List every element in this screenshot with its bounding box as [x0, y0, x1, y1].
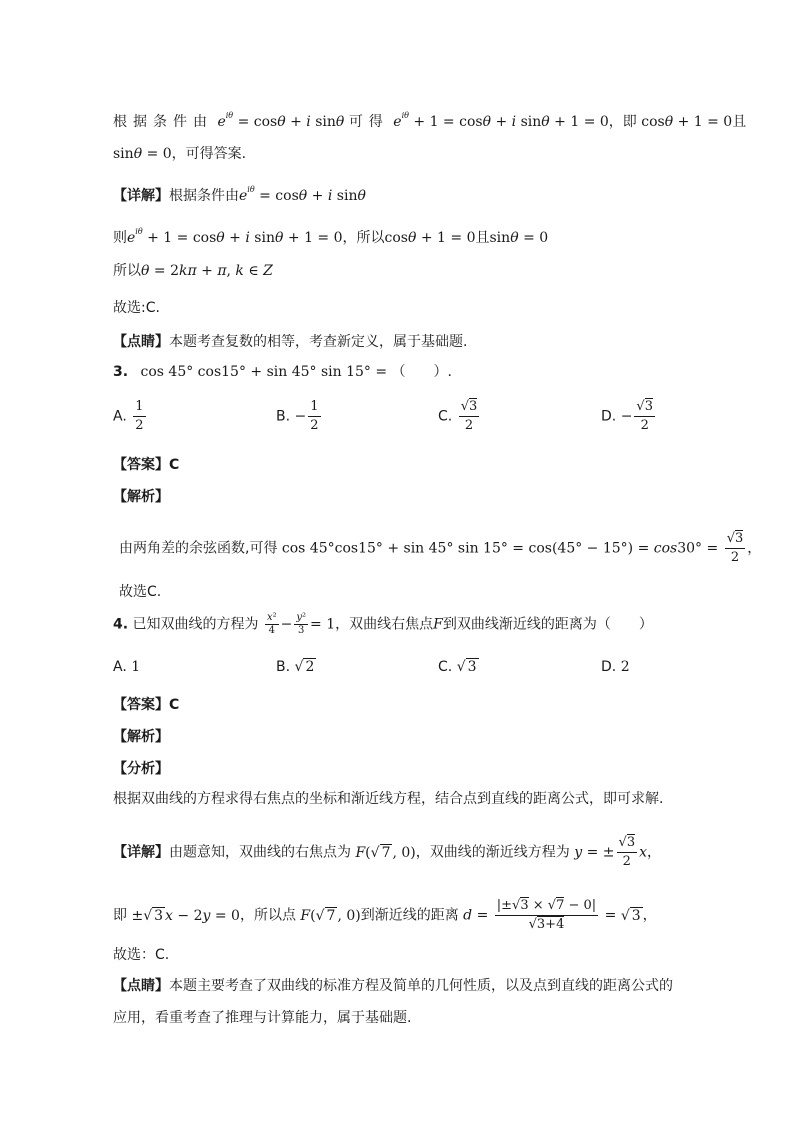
text: 且: [475, 230, 490, 246]
text: 根据双曲线的方程求得右焦点的坐标和渐近线方程，结合点到直线的距离公式，即可求解.: [113, 791, 664, 807]
text-line: [113, 945, 169, 965]
question-4-stem: 4. 已知双曲线的方程为 $\frac{\text{x²}}{4}$ − $\frac{\text{y²}}{3}$ = 1，双曲线右焦点F到双曲线渐近线的距离为（ ）: [113, 612, 653, 636]
text: 由两角差的余弦函数,可得: [119, 540, 278, 557]
formula-fraction: $\frac{\text{x²}}{4}$: [266, 612, 277, 636]
formula: $e^{i\theta} = \cos\theta + i$ sinθ: [217, 111, 345, 130]
option-c: [438, 398, 481, 435]
text: 由题意知，双曲线的右焦点为: [169, 844, 351, 861]
question-number: 3.: [113, 364, 129, 380]
text: ，所以点: [239, 907, 296, 924]
option-d: [601, 659, 630, 675]
option-label: B.: [276, 659, 291, 675]
text: 所以: [113, 263, 141, 279]
formula: ±√ 3 x − 2y = 0: [131, 907, 240, 924]
answer-value: C: [169, 457, 180, 473]
formula: cos 45°cos15° + sin 45° sin 15° = cos(45° − 15°) = cos30° =: [281, 540, 719, 557]
text: 本题主要考查了双曲线的标准方程及简单的几何性质，以及点到直线的距离公式的: [169, 978, 673, 994]
option-value: √ 2: [294, 659, 315, 675]
option-value: $\frac{1}{2}$: [135, 399, 144, 433]
formula: cosθ + 1 = 0: [384, 230, 476, 246]
text: 故选C.: [119, 584, 162, 600]
option-label: D.: [601, 408, 617, 425]
text-line: [113, 180, 366, 206]
text: 到双曲线渐近线的距离为（ ）: [442, 616, 653, 633]
section-tag: 【点睛】: [113, 978, 169, 994]
answer-line: [113, 455, 179, 475]
formula: cosθ + 1 = 0: [641, 114, 733, 130]
option-a: [113, 398, 148, 435]
text: 根据条件由: [169, 188, 239, 204]
option-value: $\frac{√3}{2}$: [636, 399, 653, 433]
formula: $e^{i\theta} + 1 = \cos\theta + i$ sinθ + 1 = 0: [127, 227, 343, 246]
text: 故选:C.: [113, 300, 160, 316]
option-label: B.: [276, 408, 291, 425]
option-label: D.: [601, 659, 617, 675]
formula-fraction: $\frac{√3}{2}$: [726, 531, 744, 565]
text: 即: [113, 907, 127, 924]
formula-fraction: $\frac{\text{y²}}{3}$: [296, 612, 307, 636]
section-tag: 【点睛】: [113, 334, 169, 350]
section-tag: 【解析】: [113, 489, 169, 505]
text: 故选：C.: [113, 947, 170, 963]
option-value: $\frac{1}{2}$: [310, 399, 319, 433]
option-label: C.: [438, 408, 453, 425]
text: ，可得答案.: [171, 146, 247, 162]
text: ，双曲线右焦点: [335, 616, 434, 633]
formula: d =: [463, 907, 489, 924]
formula-fraction: $\frac{√3}{2}$: [618, 835, 636, 869]
formula: sinθ = 0: [113, 146, 172, 162]
text-line: [113, 976, 673, 996]
option-value: 1: [131, 659, 141, 675]
section-tag: 【详解】: [113, 188, 169, 204]
analysis-tag-line: [113, 759, 169, 779]
text: ，双曲线的渐近线方程为: [415, 844, 570, 861]
text: 本题考查复数的相等，考查新定义，属于基础题.: [169, 334, 468, 350]
text: 且: [732, 114, 747, 130]
text-line: 【详解】由题意知，双曲线的右焦点为 F(√ 7 , 0)，双曲线的渐近线方程为 y = ± $\frac{√3}{2}$ x，: [113, 835, 661, 869]
text-line: [113, 298, 160, 318]
answer-line: [113, 695, 179, 715]
formula-fraction: $\frac{|\pm√3 \times √7 - 0|}{√3+4}$: [496, 898, 597, 932]
option-value: √ 3: [456, 659, 477, 675]
formula: F: [433, 616, 443, 633]
question-3-stem: [113, 362, 452, 382]
section-tag: 【详解】: [113, 844, 169, 861]
text-line: [113, 106, 746, 132]
text: ，: [647, 844, 661, 861]
option-d: D. − $\frac{√3}{2}$: [601, 399, 653, 433]
formula: cos 45° cos15° + sin 45° sin 15° = （ ）.: [140, 364, 453, 380]
text: ，所以: [342, 230, 385, 246]
text-line: [113, 222, 548, 248]
text-line: [113, 789, 663, 809]
text: ，: [642, 907, 657, 924]
formula: θ = 2kπ + π, k ∈ Z: [141, 263, 273, 279]
section-tag: 【答案】: [113, 457, 169, 473]
text-line: 即 ±√ 3 x − 2y = 0，所以点 F(√ 7 , 0)到渐近线的距离 d = $\frac{|\pm√3 \times √7 - 0|}{√3+4}$ = √ 3 ，: [113, 898, 657, 932]
option-label: C.: [438, 659, 453, 675]
section-tag: 【答案】: [113, 697, 169, 713]
option-value: $\frac{√3}{2}$: [460, 399, 478, 433]
text: 到渐近线的距离: [360, 907, 459, 924]
text: ，即: [608, 114, 637, 130]
section-tag: 【分析】: [113, 761, 169, 777]
formula: y = ±: [574, 844, 615, 861]
formula: sinθ = 0: [489, 230, 549, 246]
formula: $e^{i\theta} = \cos\theta + i$ sinθ: [239, 185, 366, 204]
option-label: A.: [113, 408, 127, 425]
text-line: 由两角差的余弦函数,可得 cos 45°cos15° + sin 45° sin 15° = cos(45° − 15°) = cos30° = $\frac{√3}{2}$ ，: [119, 531, 762, 565]
text-line: [113, 1008, 411, 1028]
option-c: [438, 659, 479, 675]
text-line: [113, 144, 246, 164]
text-line: [119, 582, 161, 602]
option-b: [276, 659, 316, 675]
text: 应用，看重考查了推理与计算能力，属于基础题.: [113, 1010, 412, 1026]
option-a: [113, 659, 140, 675]
formula: F(√ 7 , 0): [355, 844, 416, 861]
text: 根据条件由: [113, 114, 213, 130]
section-tag: 【解析】: [113, 729, 169, 745]
text-line: [113, 261, 273, 281]
formula: F(√ 7 , 0): [300, 907, 361, 924]
text: 则: [113, 230, 127, 246]
question-number: 4.: [113, 616, 129, 633]
formula: $e^{i\theta} + 1 = \cos\theta + i$ sinθ + 1 = 0: [393, 111, 609, 130]
text: 可得: [348, 114, 389, 130]
option-value: 2: [620, 659, 630, 675]
option-label: A.: [113, 659, 127, 675]
answer-value: C: [169, 697, 180, 713]
analysis-tag-line: [113, 727, 169, 747]
analysis-tag-line: [113, 487, 169, 507]
text-line: [113, 332, 467, 352]
text: 已知双曲线的方程为: [132, 616, 259, 633]
option-b: B. − $\frac{1}{2}$: [276, 399, 319, 433]
